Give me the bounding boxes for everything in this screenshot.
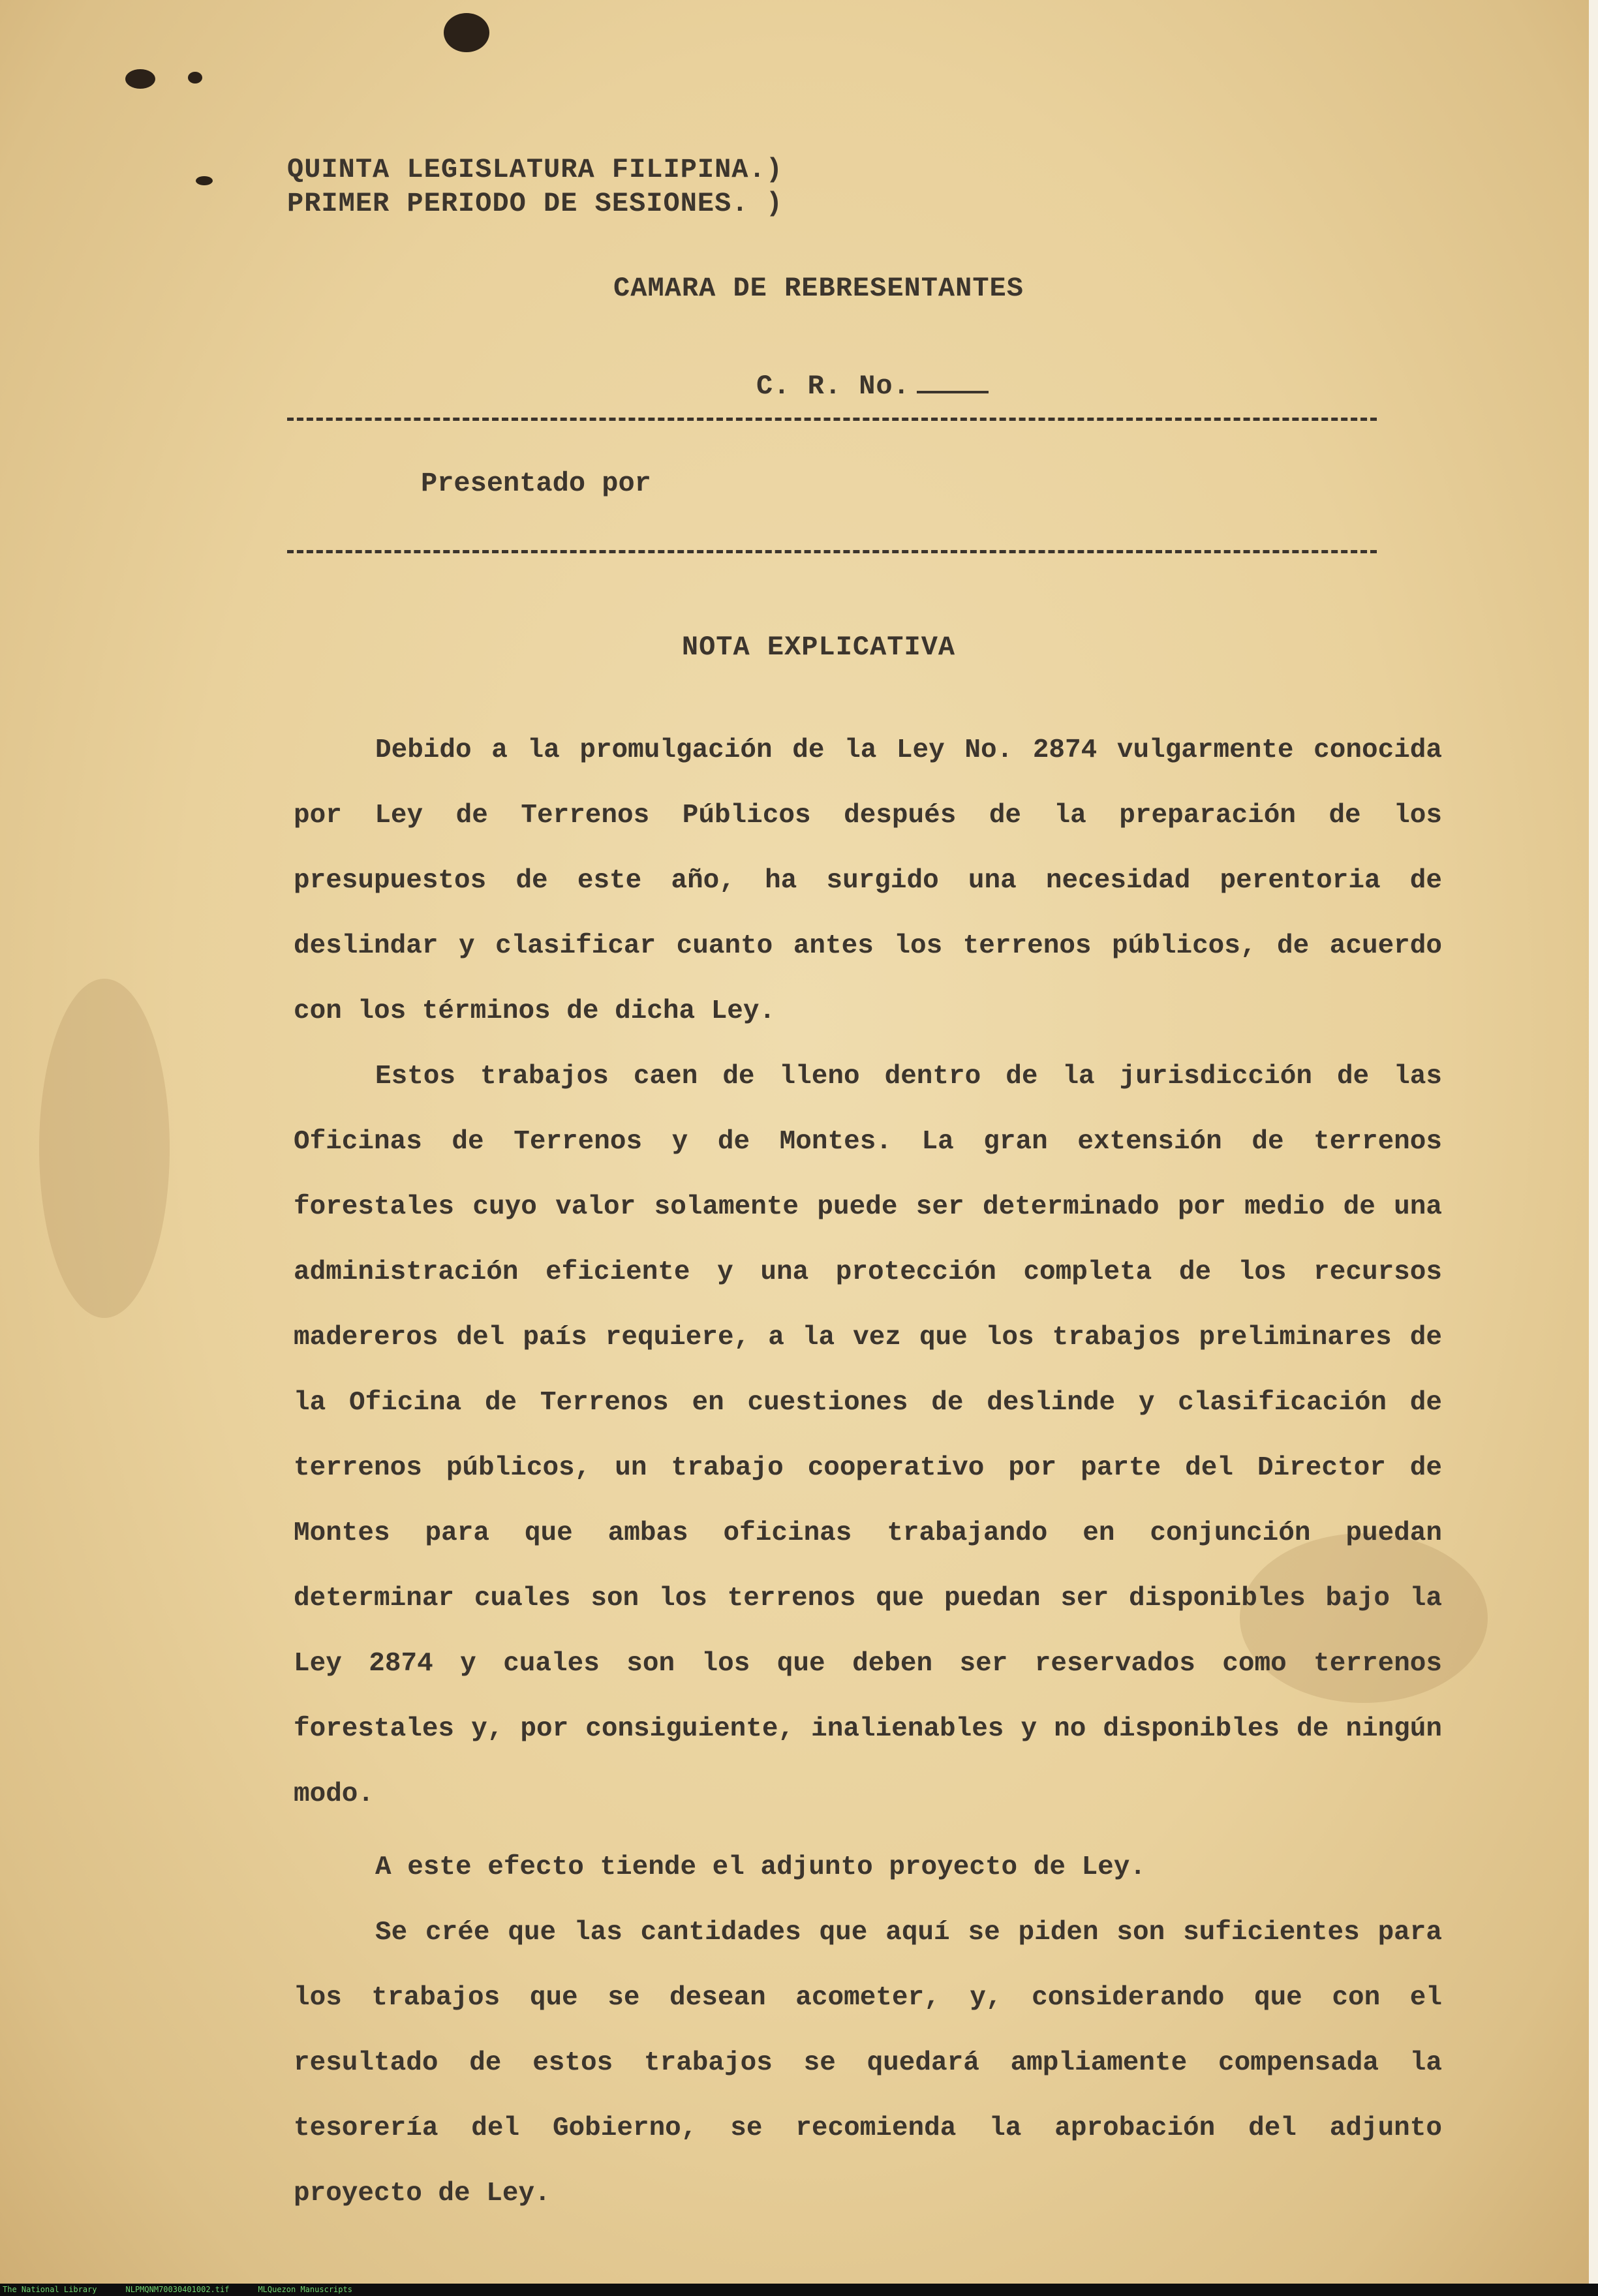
bill-number-blank bbox=[917, 370, 989, 393]
legislature-line: QUINTA LEGISLATURA FILIPINA.) bbox=[287, 154, 783, 185]
paper-stain bbox=[39, 979, 170, 1318]
ink-spot bbox=[196, 176, 213, 185]
paragraph: Se crée que las cantidades que aquí se piden son suficientes para los trabajos que se desean acometer, y, considerando que con el resultado de estos trabajos se quedará ampliamente compensada la tesorería del Gobierno, se recomienda la aprobación del adjunto proyecto de Ley. bbox=[294, 1918, 1442, 2209]
dashed-divider bbox=[287, 550, 1377, 553]
paragraph: Estos trabajos caen de lleno dentro de la jurisdicción de las Oficinas de Terrenos y de Montes. La gran extensión de terrenos forestales cuyo valor solamente puede ser determinado por medio de una administración eficiente y una protección completa de los recursos madereros del país requiere, a la vez que los trabajos preliminares de la Oficina de Terrenos en cuestiones de deslinde y clasificación de terrenos públicos, un trabajo cooperativo por parte del Director de Montes para que ambas oficinas trabajando en conjunción puedan determinar cuales son los terrenos que puedan ser disponibles bajo la Ley 2874 y cuales son los que deben ser reservados como terrenos forestales y, por consiguiente, inalienables y no disponibles de ningún modo. bbox=[294, 1062, 1442, 1809]
footer-collection: MLQuezon Manuscripts bbox=[258, 2285, 352, 2294]
session-line: PRIMER PERIODO DE SESIONES. ) bbox=[287, 188, 783, 219]
explanatory-note-body bbox=[294, 718, 1442, 2226]
paragraph: A este efecto tiende el adjunto proyecto de Ley. bbox=[375, 1852, 1146, 1882]
chamber-title: CAMARA DE REBRESENTANTES bbox=[613, 273, 1024, 304]
punch-hole bbox=[444, 13, 489, 52]
section-title: NOTA EXPLICATIVA bbox=[681, 632, 956, 663]
scan-footer bbox=[0, 2284, 1598, 2296]
punch-hole bbox=[188, 72, 202, 84]
bill-number-label: C. R. No. bbox=[756, 371, 910, 402]
footer-file: NLPMQNM70030401002.tif bbox=[125, 2285, 230, 2294]
punch-hole bbox=[125, 69, 155, 89]
presented-by-label: Presentado por bbox=[421, 468, 651, 499]
dashed-divider bbox=[287, 418, 1377, 421]
paragraph: Debido a la promulgación de la Ley No. 2874 vulgarmente conocida por Ley de Terrenos Públicos después de la preparación de los presupuestos de este año, ha surgido una necesidad perentoria de deslindar y clasificar cuanto antes los terrenos públicos, de acuerdo con los términos de dicha Ley. bbox=[294, 735, 1442, 1026]
footer-library: The National Library bbox=[3, 2285, 97, 2294]
